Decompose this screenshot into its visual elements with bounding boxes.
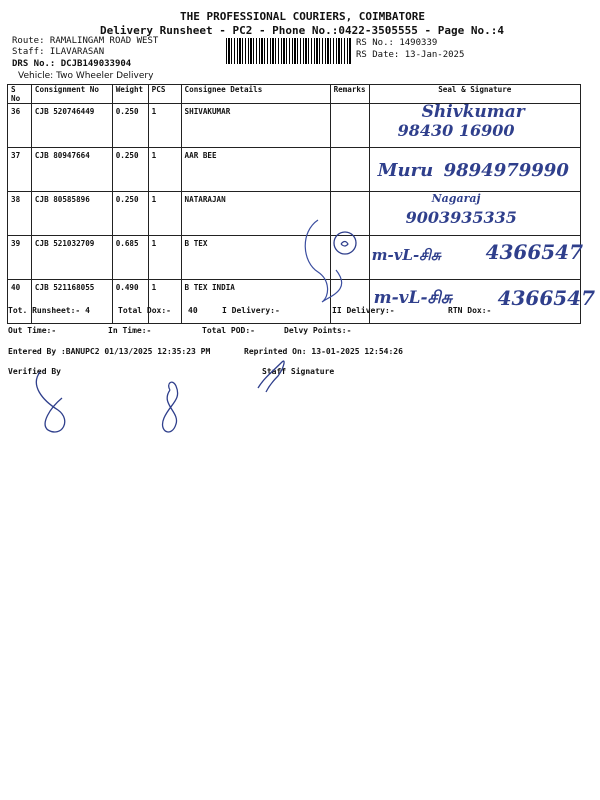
rs-date: RS Date: 13-Jan-2025 <box>356 50 465 60</box>
handwritten-name: m-vL-சிசு <box>371 246 441 264</box>
vehicle-label: Vehicle: Two Wheeler Delivery <box>18 71 154 81</box>
handwritten-phone: 9003935335 <box>405 208 517 227</box>
handwritten-phone: 4366547 <box>485 240 584 264</box>
delvy-points: Delvy Points:- <box>284 326 352 335</box>
verifier-signature-2 <box>163 382 178 432</box>
column-header: Seal & Signature <box>369 85 580 104</box>
cell-sno: 39 <box>8 236 32 280</box>
total-pod: Total POD:- <box>202 326 255 335</box>
total-dox-label: Total Dox:- <box>118 306 171 315</box>
cell-consignee: AAR BEE <box>181 148 330 192</box>
handwritten-name: Muru <box>377 160 434 181</box>
cell-weight: 0.685 <box>112 236 148 280</box>
cell-sno: 40 <box>8 280 32 324</box>
cell-pcs: 1 <box>148 148 181 192</box>
cell-consignee: SHIVAKUMAR <box>181 104 330 148</box>
total-dox-value: 40 <box>188 306 198 315</box>
i-delivery: I Delivery:- <box>222 306 280 315</box>
cell-weight: 0.250 <box>112 148 148 192</box>
handwritten-name: m-vL-சிசு <box>373 288 452 308</box>
cell-sno: 38 <box>8 192 32 236</box>
reprinted-on: Reprinted On: 13-01-2025 12:54:26 <box>244 347 403 356</box>
column-header: Weight <box>112 85 148 104</box>
handwritten-name: Nagaraj <box>431 192 481 205</box>
column-header: Consignee Details <box>181 85 330 104</box>
entered-by: Entered By :BANUPC2 01/13/2025 12:35:23 PM <box>8 347 211 356</box>
cell-consignment: CJB 521168055 <box>31 280 112 324</box>
staff-signature-stroke <box>258 361 284 392</box>
runsheet-subtitle: Delivery Runsheet - PC2 - Phone No.:0422-3505555 - Page No.:4 <box>100 24 504 37</box>
cell-weight: 0.490 <box>112 280 148 324</box>
cell-consignment: CJB 521032709 <box>31 236 112 280</box>
cell-pcs: 1 <box>148 104 181 148</box>
rs-number: RS No.: 1490339 <box>356 38 438 48</box>
ii-delivery: II Delivery:- <box>332 306 395 315</box>
handwritten-name: Shivkumar <box>421 102 525 122</box>
column-header: S No <box>8 85 32 104</box>
cell-sno: 37 <box>8 148 32 192</box>
out-time: Out Time:- <box>8 326 57 335</box>
cell-consignee: B TEX <box>181 236 330 280</box>
rtn-dox: RTN Dox:- <box>448 306 492 315</box>
staff-signature: Staff Signature <box>262 367 335 376</box>
cell-consignment: CJB 80585896 <box>31 192 112 236</box>
cell-weight: 0.250 <box>112 192 148 236</box>
cell-weight: 0.250 <box>112 104 148 148</box>
handwritten-phone: 9894979990 <box>443 160 569 181</box>
verifier-signature <box>36 372 64 432</box>
handwritten-phone: 98430 16900 <box>397 121 515 140</box>
cell-consignee: NATARAJAN <box>181 192 330 236</box>
cell-sno: 36 <box>8 104 32 148</box>
route-label: Route: RAMALINGAM ROAD WEST <box>12 36 159 46</box>
cell-pcs: 1 <box>148 280 181 324</box>
column-header: Consignment No <box>31 85 112 104</box>
bracket-stroke <box>305 220 341 302</box>
drs-number: DRS No.: DCJB149033904 <box>12 59 132 69</box>
total-runsheet: Tot. Runsheet:- 4 <box>8 306 90 315</box>
cell-pcs: 1 <box>148 192 181 236</box>
company-title: THE PROFESSIONAL COURIERS, COIMBATORE <box>180 10 426 23</box>
cell-consignment: CJB 520746449 <box>31 104 112 148</box>
cell-consignment: CJB 80947664 <box>31 148 112 192</box>
cell-consignee: B TEX INDIA <box>181 280 330 324</box>
cell-pcs: 1 <box>148 236 181 280</box>
verified-by: Verified By <box>8 367 61 376</box>
staff-label: Staff: ILAVARASAN <box>12 47 105 57</box>
column-header: Remarks <box>330 85 369 104</box>
in-time: In Time:- <box>108 326 152 335</box>
handwritten-phone: 4366547 <box>497 286 596 310</box>
circled-mark <box>334 232 356 254</box>
column-header: PCS <box>148 85 181 104</box>
